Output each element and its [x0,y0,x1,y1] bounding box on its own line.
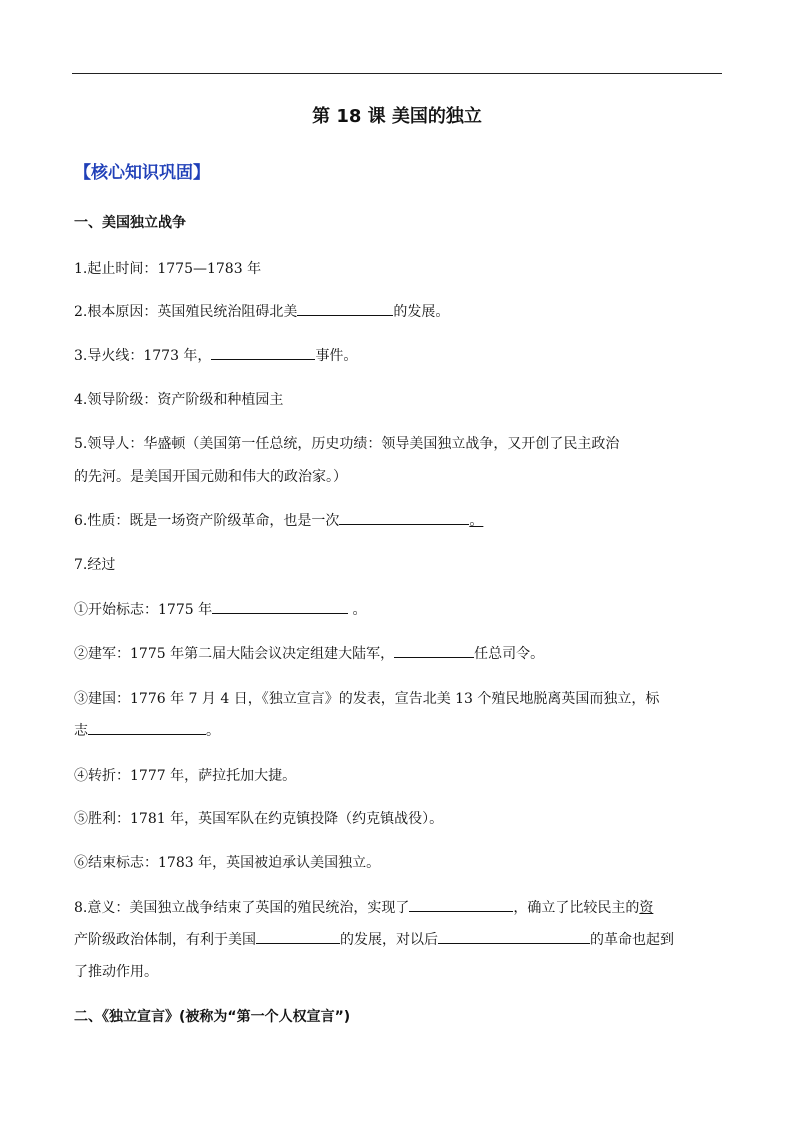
step-2-text-after: 任总司令。 [474,646,545,662]
step-3-text-after: 。 [206,723,220,739]
part2-heading: 二、《独立宣言》(被称为“第一个人权宣言”) [74,1009,351,1025]
blank-8b[interactable] [256,929,340,944]
item-3 [74,345,724,367]
item-3-text-before: 3.导火线：1773 年， [74,348,212,364]
item-3-text-after: 事件。 [315,348,358,364]
step-1-text-after: 。 [348,602,367,618]
blank-6[interactable] [339,510,469,525]
step-3-line-1: ③建国：1776 年 7 月 4 日，《独立宣言》的发表，宣告北美 13 个殖民地脱离英国而独立，标 [74,691,660,707]
item-8-text-2: ，确立了比较民主的 [513,900,640,916]
blank-step-2[interactable] [394,643,474,658]
blank-2[interactable] [297,301,393,316]
step-2 [74,643,724,665]
blank-8c[interactable] [438,929,590,944]
item-5-line-2: 的先河。是美国开国元勋和伟大的政治家。） [74,469,347,485]
item-2-text-before: 2.根本原因：英国殖民统治阻碍北美 [74,304,298,320]
item-6-text-after: 。 [469,513,484,529]
header-rule [72,73,722,74]
item-2-text-after: 的发展。 [393,304,450,320]
item-5-line-1: 5.领导人：华盛顿（美国第一任总统，历史功绩：领导美国独立战争，又开创了民主政治 [74,436,620,452]
step-1-text-before: ①开始标志：1775 年 [74,602,213,618]
item-8-line-1 [74,897,724,919]
blank-step-1[interactable] [212,599,348,614]
item-8-text-3: 资 [639,900,654,916]
item-7: 7.经过 [74,557,116,573]
step-3-text-before: 志 [74,723,88,739]
blank-8a[interactable] [409,897,513,912]
step-1 [74,599,724,621]
item-6-text-before: 6.性质：既是一场资产阶级革命，也是一次 [74,513,340,529]
item-2 [74,301,724,323]
section-heading-core-knowledge: 【核心知识巩固】 [74,163,210,183]
step-3-line-2 [74,720,724,742]
item-4: 4.领导阶级：资产阶级和种植园主 [74,392,284,408]
step-4: ④转折：1777 年，萨拉托加大捷。 [74,768,297,784]
blank-3[interactable] [211,345,315,360]
item-8-text-6: 的革命也起到 [590,932,674,948]
item-8-text-5: 的发展，对以后 [340,932,438,948]
step-5: ⑤胜利：1781 年，英国军队在约克镇投降（约克镇战役）。 [74,811,444,827]
part1-heading: 一、美国独立战争 [74,215,186,231]
item-8-line-2 [74,929,724,951]
step-6: ⑥结束标志：1783 年，英国被迫承认美国独立。 [74,855,381,871]
item-8-text-4: 产阶级政治体制，有利于美国 [74,932,256,948]
item-1: 1.起止时间：1775—1783 年 [74,261,262,277]
item-8-text-1: 8.意义：美国独立战争结束了英国的殖民统治，实现了 [74,900,410,916]
blank-step-3[interactable] [88,720,206,735]
step-2-text-before: ②建军：1775 年第二届大陆会议决定组建大陆军， [74,646,395,662]
page-title: 第 18 课 美国的独立 [312,106,482,127]
item-6 [74,510,724,532]
item-8-line-3: 了推动作用。 [74,964,158,980]
